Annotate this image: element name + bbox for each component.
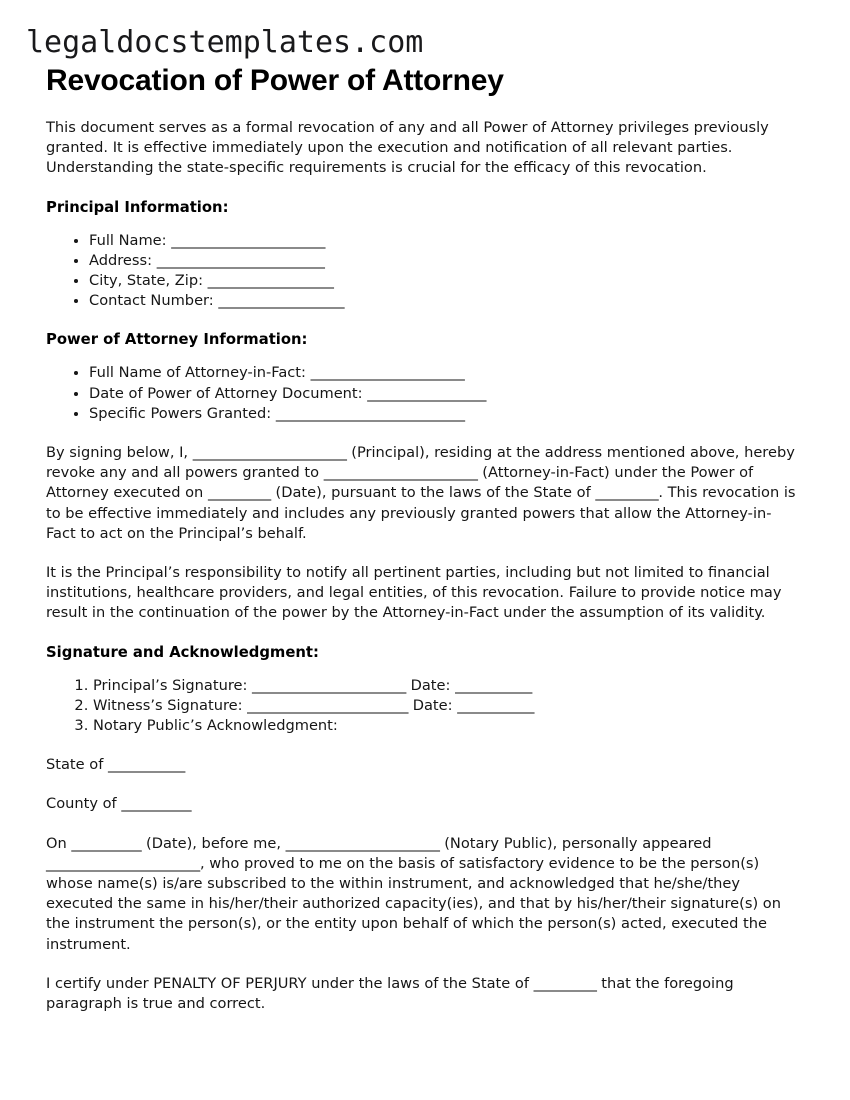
list-item (89, 291, 798, 311)
field-label: City, State, Zip: (89, 272, 204, 290)
field-label: Address: (89, 251, 153, 269)
date-label: Date: (410, 676, 451, 694)
list-item (89, 231, 798, 251)
signature-blank[interactable]: ______________________ (252, 676, 406, 694)
field-blank[interactable]: __________________ (207, 272, 334, 290)
perjury-state-blank[interactable]: _________ (533, 974, 597, 992)
signature-acknowledgment-heading: Signature and Acknowledgment: (46, 643, 319, 661)
county-of-line (46, 794, 798, 814)
perjury-text-part-2: that the foregoing paragraph is true and correct. (46, 974, 734, 1013)
list-item (93, 716, 798, 736)
revocation-paragraph (46, 443, 798, 544)
notice-paragraph: It is the Principal’s responsibility to notify all pertinent parties, including but not limited to financial institutions, healthcare providers, and legal entities, of this revocation. Failure to provide notice may result in the continuation of the power by the Attorney-in-Fact under the assumption of its validity. (46, 564, 782, 622)
principal-information-heading: Principal Information: (46, 198, 229, 216)
signature-label: Principal’s Signature: (93, 676, 248, 694)
list-item (93, 696, 798, 716)
field-label: Full Name: (89, 231, 167, 249)
revocation-state-blank[interactable]: _________ (595, 484, 659, 502)
list-item (89, 384, 798, 404)
revocation-text-part-2: (Principal), residing at the address mentioned above, hereby revoke any and all powers granted to (46, 444, 795, 482)
notary-text-part-2: (Date), before me, (141, 834, 286, 852)
intro-paragraph: This document serves as a formal revocation of any and all Power of Attorney privileges previously granted. It is effective immediately upon the execution and notification of all relevant parties. Understanding the state-specific requirements is crucial for the efficacy of this revocation. (46, 119, 769, 177)
poa-information-fields (46, 363, 798, 424)
field-blank[interactable]: __________________ (218, 292, 345, 310)
list-item (89, 404, 798, 424)
signature-label: Notary Public’s Acknowledgment: (93, 717, 338, 735)
notary-public-blank[interactable]: ______________________ (285, 834, 440, 852)
notary-appeared-blank[interactable]: ______________________ (46, 854, 200, 872)
field-label: Specific Powers Granted: (89, 404, 272, 422)
notary-text-part-1: On (46, 834, 72, 852)
state-of-line (46, 755, 798, 775)
page-title: Revocation of Power of Attorney (46, 64, 504, 97)
list-item (89, 271, 798, 291)
list-item (89, 363, 798, 383)
revocation-text-part-4: (Date), pursuant to the laws of the State of (270, 484, 596, 502)
field-blank[interactable]: ______________________ (310, 364, 465, 382)
field-label: Date of Power of Attorney Document: (89, 384, 363, 402)
state-blank[interactable]: ___________ (107, 756, 185, 774)
revocation-text-part-1: By signing below, I, (46, 444, 193, 462)
revocation-date-blank[interactable]: _________ (207, 484, 271, 502)
state-label: State of (46, 756, 108, 774)
signature-label: Witness’s Signature: (93, 696, 243, 714)
field-label: Full Name of Attorney-in-Fact: (89, 364, 306, 382)
county-blank[interactable]: __________ (121, 795, 192, 813)
principal-information-fields (46, 231, 798, 312)
revocation-attorney-blank[interactable]: ______________________ (323, 464, 478, 482)
perjury-text-part-1: I certify under PENALTY OF PERJURY under the laws of the State of (46, 974, 534, 992)
revocation-text-part-5: . This revocation is to be effective immediately and includes any previously granted powers that allow the Attorney-in-Fact to act on the Principal’s behalf. (46, 484, 796, 542)
revocation-text-part-3: (Attorney-in-Fact) under the Power of Attorney executed on (46, 464, 754, 502)
perjury-paragraph (46, 974, 798, 1014)
date-blank[interactable]: ___________ (457, 696, 535, 714)
date-label: Date: (412, 696, 453, 714)
notary-text-part-3: (Notary Public), personally appeared (439, 834, 712, 852)
document-body (46, 118, 798, 1033)
field-label: Contact Number: (89, 292, 214, 310)
signature-blank[interactable]: _______________________ (247, 696, 409, 714)
notary-date-blank[interactable]: __________ (71, 834, 142, 852)
list-item (89, 251, 798, 271)
field-blank[interactable]: ________________________ (156, 251, 325, 269)
date-blank[interactable]: ___________ (455, 676, 533, 694)
notary-paragraph (46, 834, 798, 955)
field-blank[interactable]: _________________ (367, 384, 487, 402)
signature-items (46, 676, 798, 737)
notary-text-part-4: , who proved to me on the basis of satisfactory evidence to be the person(s) whose name(s) is/are subscribed to the within instrument, and acknowledged that he/she/they executed the same in his/her/their authorized capacity(ies), and that by his/her/their signature(s) on the instrument the person(s), or the entity upon behalf of which the person(s) acted, executed the instrument. (46, 854, 781, 953)
site-watermark: legaldocstemplates.com (26, 25, 424, 60)
county-label: County of (46, 795, 122, 813)
revocation-principal-blank[interactable]: ______________________ (192, 444, 347, 462)
field-blank[interactable]: ___________________________ (275, 404, 465, 422)
poa-information-heading: Power of Attorney Information: (46, 331, 308, 349)
list-item (93, 676, 798, 696)
field-blank[interactable]: ______________________ (171, 231, 326, 249)
